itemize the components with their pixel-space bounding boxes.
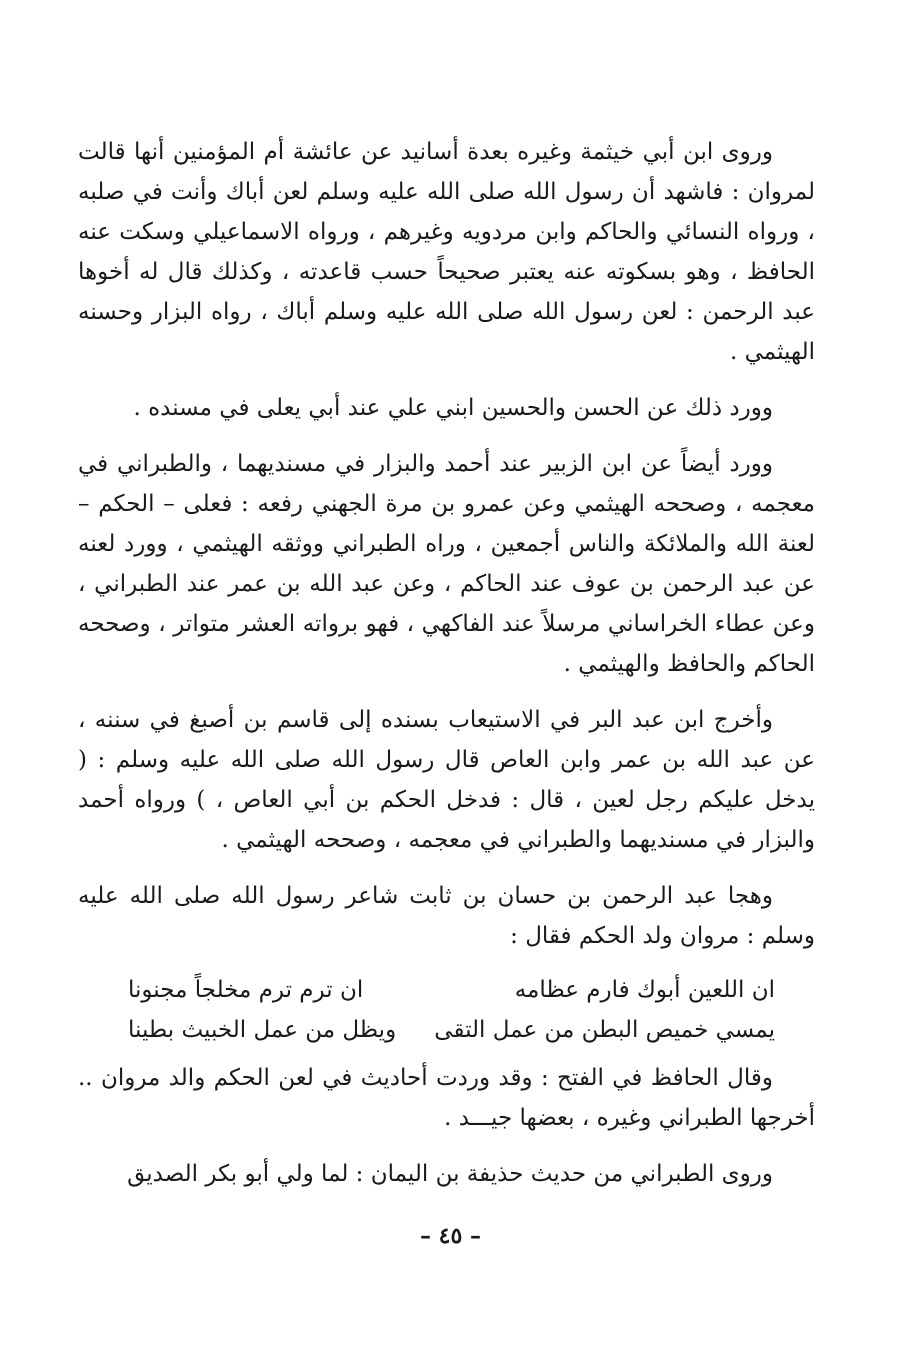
paragraph-3: وورد أيضاً عن ابن الزبير عند أحمد والبزار في مسنديهما ، والطبراني في معجمه ، وصححه الهيثمي وعن عمرو بن مرة الجهني رفعه : فعلى – الحكم – لعنة الله والملائكة والناس أجمعين ، وراه الطبراني ووثقه الهيثمي ، وورد لعنه عن عبد الرحمن بن عوف عند الحاكم ، وعن عبد الله بن عمر عند الطبراني ، وعن عطاء الخراساني مرسلاً عند الفاكهي ، فهو برواته العشر متواتر ، وصححه الحاكم والحافظ والهيثمي .	[78, 451, 815, 677]
paragraph-4: وأخرج ابن عبد البر في الاستيعاب بسنده إلى قاسم بن أصبغ في سننه ، عن عبد الله بن عمر وابن العاص قال رسول الله صلى الله عليه وسلم : ( يدخل عليكم رجل لعين ، قال : فدخل الحكم بن أبي العاص ، ) ورواه أحمد والبزار في مسنديهما والطبراني في معجمه ، وصححه الهيثمي .	[78, 707, 815, 853]
page-body	[78, 132, 815, 1194]
paragraph-6: وقال الحافظ في الفتح : وقد وردت أحاديث في لعن الحكم والد مروان .. أخرجها الطبراني وغيره ، بعضها جيـــد .	[78, 1065, 815, 1131]
paragraph-2: وورد ذلك عن الحسن والحسين ابني علي عند أبي يعلى في مسنده .	[133, 395, 773, 421]
verse-hemistich-second: ويظل من عمل الخبيث بطينا	[128, 1017, 397, 1043]
verse-hemistich-first: ان اللعين أبوك فارم عظامه	[514, 977, 775, 1003]
page-number: – ٤٥ –	[420, 1223, 481, 1249]
verse-hemistich-second: ان ترم ترم مخلجاً مجنونا	[128, 977, 364, 1003]
verse-hemistich-first: يمسي خميص البطن من عمل التقى	[434, 1017, 775, 1043]
paragraph-1: وروى ابن أبي خيثمة وغيره بعدة أسانيد عن عائشة أم المؤمنين أنها قالت لمروان : فاشهد أن رسول الله صلى الله عليه وسلم لعن أباك وأنت في صلبه ، ورواه النسائي والحاكم وابن مردويه وغيرهم ، ورواه الاسماعيلي وسكت عنه الحافظ ، وهو بسكوته عنه يعتبر صحيحاً حسب قاعدته ، وكذلك قال له أخوها عبد الرحمن : لعن رسول الله صلى الله عليه وسلم أباك ، رواه البزار وحسنه الهيثمي .	[78, 139, 815, 365]
verse-line	[78, 1010, 815, 1050]
paragraph-7: وروى الطبراني من حديث حذيفة بن اليمان : لما ولي أبو بكر الصديق	[127, 1161, 773, 1187]
poem-verses	[78, 970, 815, 1050]
paragraph-5: وهجا عبد الرحمن بن حسان بن ثابت شاعر رسول الله صلى الله عليه وسلم : مروان ولد الحكم فقال :	[78, 883, 815, 949]
verse-line	[78, 970, 815, 1010]
